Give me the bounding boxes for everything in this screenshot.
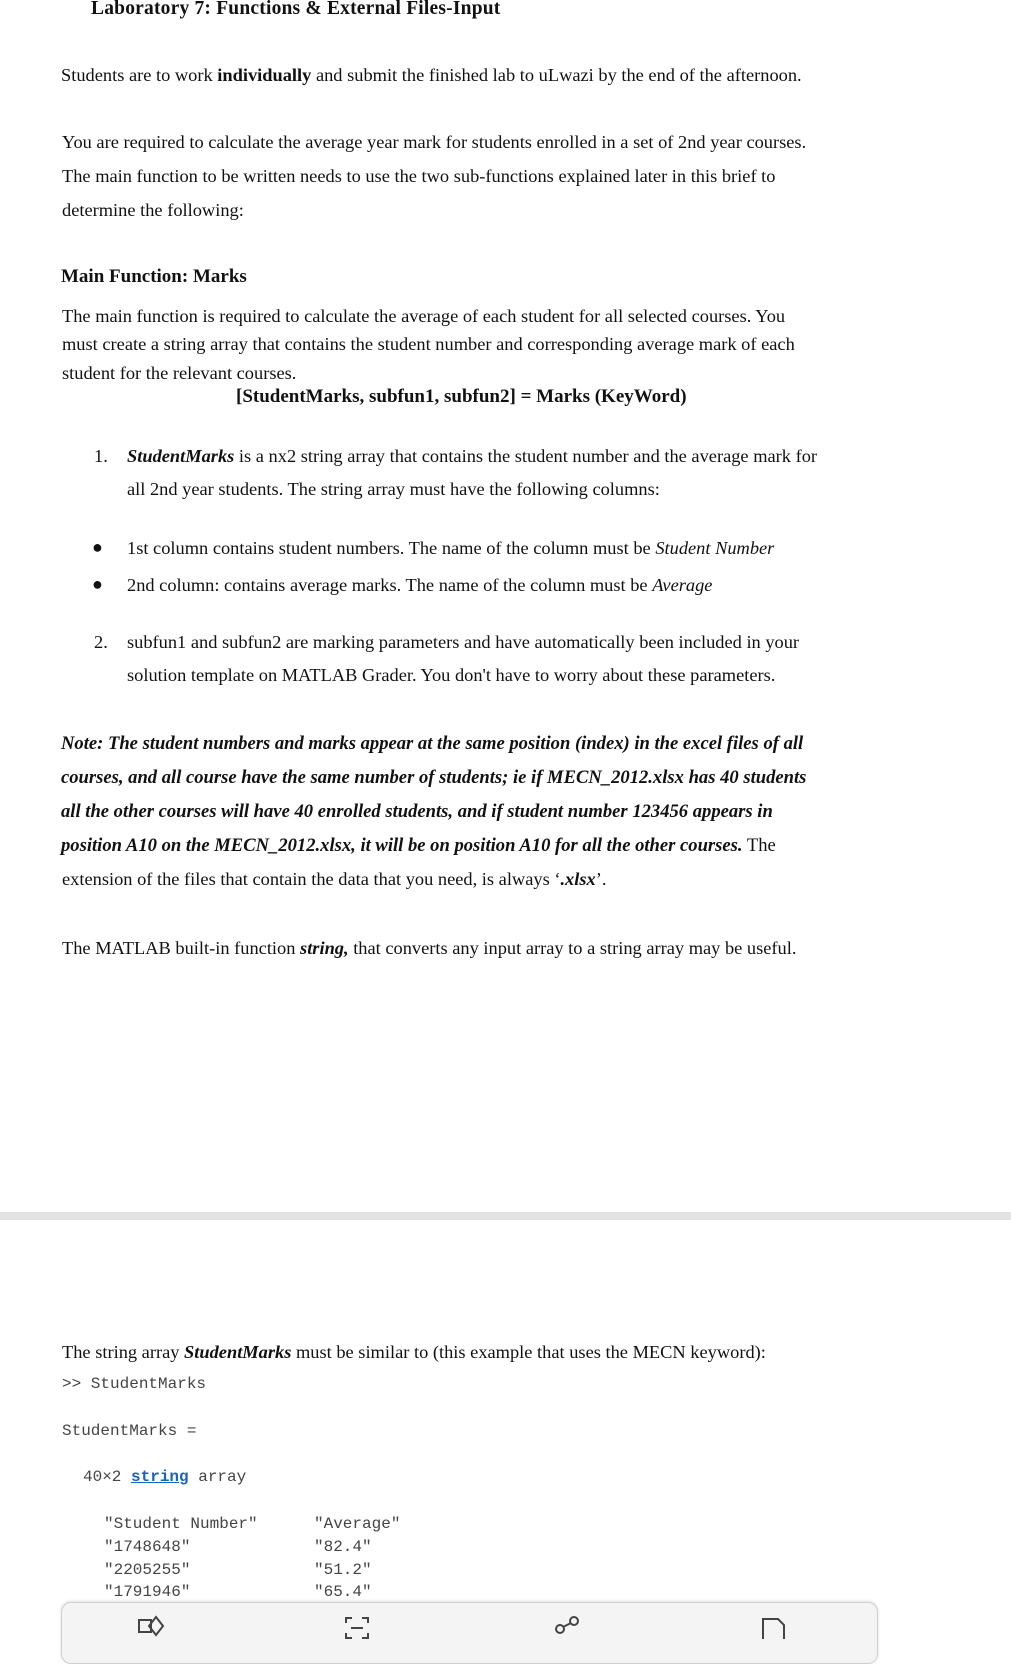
page-separator (0, 1212, 1011, 1220)
numbered-item-2-line-2: solution template on MATLAB Grader. You don't have to worry about these parameters. (127, 665, 776, 685)
note-line-5 (62, 869, 606, 890)
intro-text-part: and submit the finished lab to uLwazi by the end of the afternoon. (311, 65, 802, 85)
studentmarks-term: StudentMarks (127, 446, 235, 466)
main-function-line-2: must create a string array that contains the student number and corresponding average mark of each (62, 334, 795, 354)
main-function-heading: Main Function: Marks (61, 266, 247, 287)
example-intro-pre: The string array (62, 1342, 185, 1362)
bullet-dot: ● (92, 537, 103, 557)
table-cell: "1748648" (104, 1538, 191, 1556)
note-line-5-text: extension of the files that contain the data that you need, is always ‘ (62, 869, 561, 889)
viewer-toolbar (61, 1602, 878, 1664)
intro-text-part: Students are to work (61, 65, 218, 85)
matlab-size-line (83, 1468, 246, 1486)
function-signature: [StudentMarks, subfun1, subfun2] = Marks (KeyWord) (236, 386, 687, 407)
brief-line-3: determine the following: (62, 200, 244, 220)
note-line-4-text: position A10 on the MECN_2012.xlsx, it will be on position A10 for all the other courses. (61, 835, 743, 856)
matlab-size-dims: 40×2 (83, 1468, 132, 1486)
numbered-item-1-line-1 (127, 446, 817, 467)
shapes-icon[interactable] (136, 1613, 166, 1643)
document-title: Laboratory 7: Functions & External Files-Input (91, 0, 501, 19)
note-line-5-end: ’. (595, 869, 607, 889)
example-intro-post: must be similar to (this example that uses the MECN keyword): (291, 1342, 766, 1362)
note-line-1 (61, 733, 803, 755)
intro-text (61, 65, 802, 86)
brief-line-2: The main function to be written needs to use the two sub-functions explained later in this brief to (62, 166, 776, 186)
column-name-student-number: Student Number (655, 538, 775, 558)
main-function-line-1: The main function is required to calculate the average of each student for all selected courses. You (62, 306, 786, 326)
note-line-3 (61, 801, 773, 823)
bullet-item-2-text: 2nd column: contains average marks. The name of the column must be (127, 575, 653, 595)
bullet-item-1-text: 1st column contains student numbers. The name of the column must be (127, 538, 656, 558)
numbered-item-1-text: is a nx2 string array that contains the student number and the average mark for (234, 446, 818, 466)
document-page-2 (0, 1220, 1011, 1648)
numbered-item-1-number: 1. (94, 446, 108, 466)
table-cell: "51.2" (314, 1561, 372, 1579)
numbered-item-2-number: 2. (94, 632, 108, 652)
brief-line-1: You are required to calculate the average year mark for students enrolled in a set of 2nd year courses. (62, 132, 807, 152)
numbered-item-2-line-1: subfun1 and subfun2 are marking parameters and have automatically been included in your (127, 632, 800, 652)
main-function-line-3: student for the relevant courses. (62, 363, 297, 383)
builtin-text-pre: The MATLAB built-in function (62, 938, 301, 958)
note-line-4 (61, 835, 776, 857)
string-class-link[interactable]: string (131, 1468, 189, 1486)
note-line-2-text: courses, and all course have the same number of students; ie if MECN_2012.xlsx has 40 students (61, 767, 807, 788)
table-cell: "Student Number" (104, 1515, 258, 1533)
builtin-function-text (62, 938, 796, 959)
file-extension: .xlsx (560, 869, 596, 889)
bullet-dot: ● (92, 574, 103, 594)
bullet-item-1 (127, 538, 774, 559)
builtin-text-post: that converts any input array to a string array may be useful. (348, 938, 797, 958)
string-function-term: string, (300, 938, 349, 958)
column-name-average: Average (652, 575, 713, 595)
bullet-item-2 (127, 575, 712, 596)
table-cell: "82.4" (314, 1538, 372, 1556)
note-line-2 (61, 767, 806, 789)
table-cell: "65.4" (314, 1583, 372, 1601)
table-cell: "1791946" (104, 1583, 191, 1601)
intro-bold-individually: individually (217, 65, 312, 85)
crop-icon[interactable] (758, 1613, 788, 1643)
table-cell: "Average" (314, 1515, 401, 1533)
note-line-3-text: all the other courses will have 40 enrolled students, and if student number 123456 appears in (61, 801, 773, 822)
matlab-size-type: array (188, 1468, 247, 1486)
numbered-item-1-line-2: all 2nd year students. The string array must have the following columns: (127, 479, 660, 499)
matlab-prompt: >> StudentMarks (62, 1375, 207, 1393)
note-line-1-text: Note: The student numbers and marks appear at the same position (index) in the excel files of all (61, 733, 804, 754)
example-intro (62, 1342, 766, 1363)
share-icon[interactable] (552, 1613, 582, 1643)
scan-text-icon[interactable] (342, 1613, 372, 1643)
table-cell: "2205255" (104, 1561, 191, 1579)
matlab-assignment: StudentMarks = (62, 1422, 197, 1440)
note-line-4-rest: The (742, 835, 776, 856)
example-studentmarks-term: StudentMarks (184, 1342, 292, 1362)
